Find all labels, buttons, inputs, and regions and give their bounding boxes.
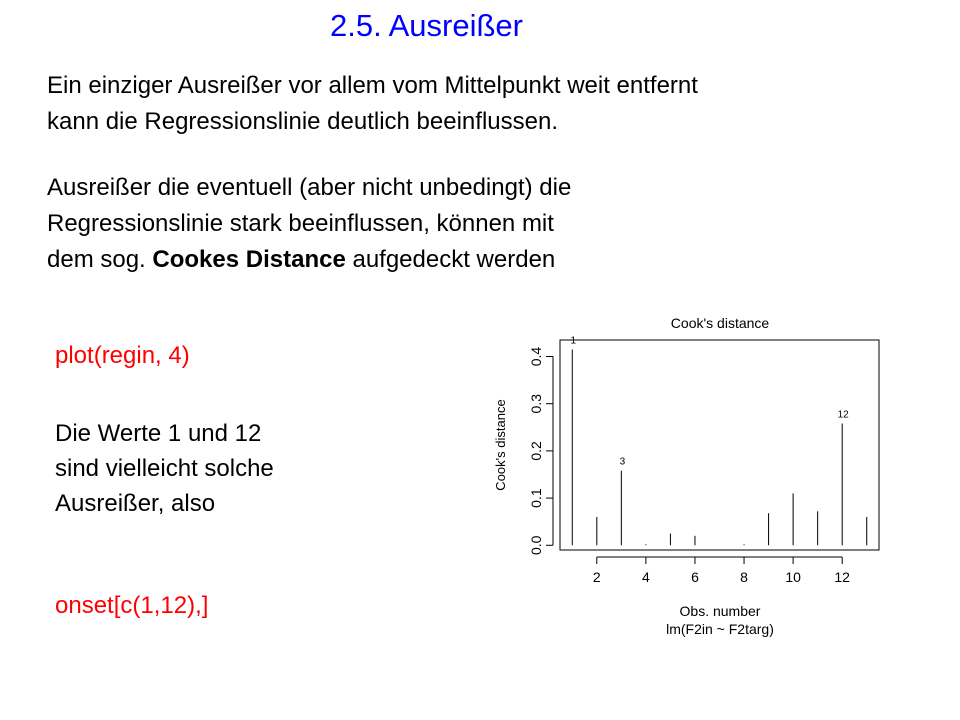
x-tick-label-2: 2 — [592, 569, 601, 585]
y-tick-label-1: 0.1 — [528, 488, 544, 508]
cooks-paragraph — [47, 170, 571, 278]
onset-code: onset[c(1,12),] — [55, 592, 209, 619]
slide-title: 2.5. Ausreißer — [330, 8, 523, 43]
plot-frame — [560, 340, 879, 550]
chart-title: Cook's distance — [670, 315, 770, 331]
x-axis-sublabel: lm(F2in ~ F2targ) — [666, 621, 774, 637]
y-tick-label-0: 0.0 — [528, 535, 544, 556]
outlier-note — [55, 416, 274, 521]
note-line-2: sind vielleicht solche — [55, 455, 274, 482]
point-label-1: 1 — [570, 335, 577, 347]
y-axis-label: Cook's distance — [493, 399, 508, 491]
cooks-distance-term: Cookes Distance — [152, 246, 346, 273]
intro-paragraph — [47, 68, 698, 140]
x-tick-label-6: 6 — [691, 569, 699, 585]
plot-code: plot(regin, 4) — [55, 342, 190, 369]
y-tick-label-4: 0.4 — [528, 346, 544, 367]
x-tick-label-4: 4 — [641, 569, 650, 585]
cooks-line-1: Ausreißer die eventuell (aber nicht unbedingt) die — [47, 174, 572, 201]
note-line-1: Die Werte 1 und 12 — [55, 420, 262, 447]
y-tick-label-2: 0.2 — [528, 441, 544, 461]
x-tick-label-8: 8 — [740, 569, 748, 585]
y-tick-label-3: 0.3 — [528, 393, 544, 414]
point-label-3: 3 — [619, 456, 626, 468]
cooks-line-3-suffix: aufgedeckt werden — [345, 246, 556, 273]
cooks-line-3 — [47, 242, 571, 278]
x-tick-label-10: 10 — [785, 569, 801, 585]
x-axis-label: Obs. number — [679, 603, 761, 619]
x-tick-label-12: 12 — [834, 569, 850, 585]
intro-line-1: Ein einziger Ausreißer vor allem vom Mittelpunkt weit entfernt — [47, 72, 698, 99]
cooks-line-2: Regressionslinie stark beeinflussen, können mit — [47, 210, 554, 237]
intro-line-2: kann die Regressionslinie deutlich beeinflussen. — [47, 108, 558, 135]
cooks-line-3-prefix: dem sog. — [47, 246, 153, 273]
point-label-12: 12 — [837, 409, 849, 421]
note-line-3: Ausreißer, also — [55, 490, 216, 517]
cooks-distance-chart — [460, 300, 900, 650]
